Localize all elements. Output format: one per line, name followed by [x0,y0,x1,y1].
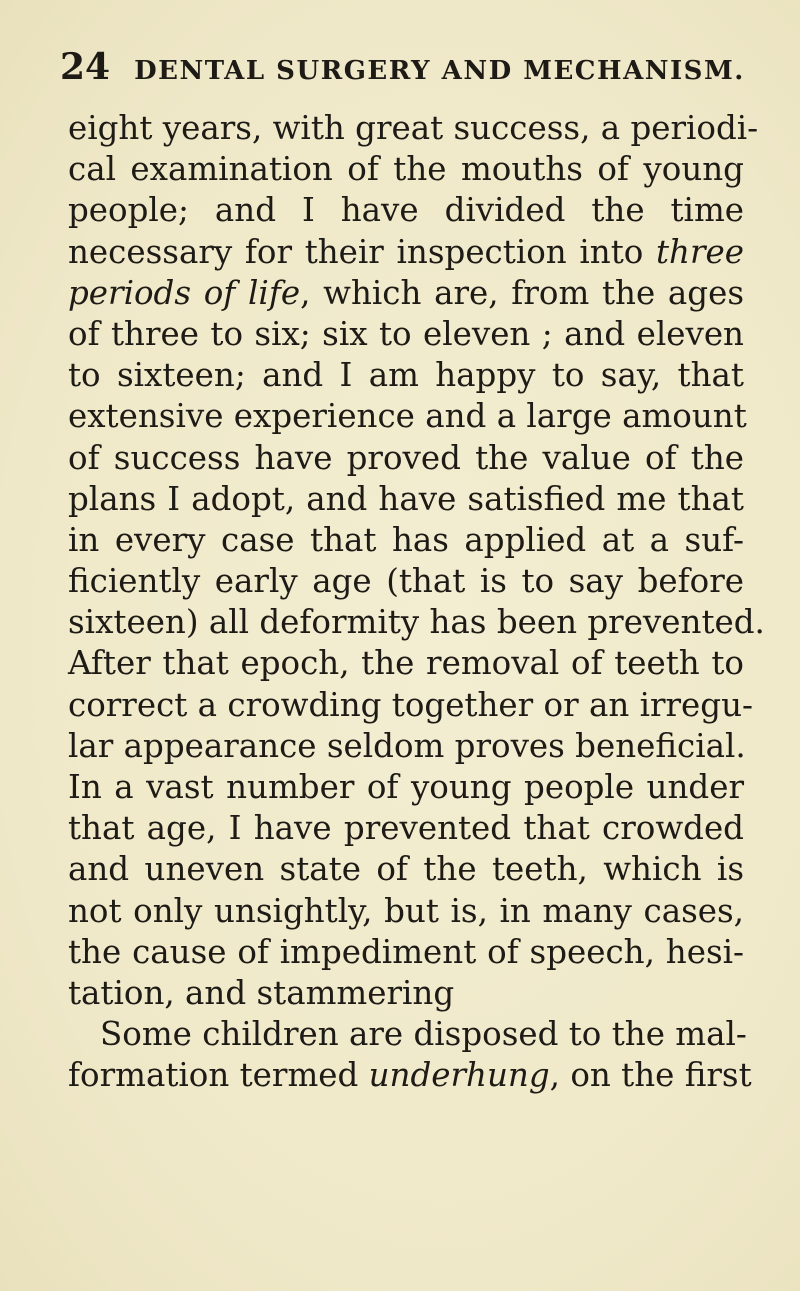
page-number: 24 [60,46,111,88]
italic-phrase: periods of life [68,273,301,312]
italic-phrase: underhung [368,1056,550,1095]
text-line: of success have proved the value of the [68,438,744,477]
text-line: eight years, with great success, a periodi- [68,109,759,147]
text-line: formation termed underhung, on the first [68,1056,752,1095]
text-line: that age, I have prevented that crowded [68,809,744,848]
text-line: in every case that has applied at a suf- [68,520,744,559]
text-line: Some children are disposed to the mal- [100,1015,747,1054]
text-line: not only unsightly, but is, in many cases, [68,891,744,930]
text-line: tation, and stammering [68,973,455,1012]
body-text [68,108,765,1097]
italic-phrase: three [656,232,744,271]
text-line: In a vast number of young people under [68,768,744,806]
text-line: people; and I have divided the time [68,191,744,230]
text-line: correct a crowding together or an irregu- [68,685,754,724]
text-line: periods of life, which are, from the ages [68,273,744,312]
text-line: cal examination of the mouths of young [68,150,744,189]
text-line: and uneven state of the teeth, which is [68,850,744,889]
page-header [60,46,750,98]
text-line: to sixteen; and I am happy to say, that [68,356,744,395]
running-head: DENTAL SURGERY AND MECHANISM. [134,56,745,86]
text-line: sixteen) all deformity has been prevented. [68,603,765,642]
text-line: After that epoch, the removal of teeth to [68,644,744,683]
text-line: lar appearance seldom proves beneficial. [68,726,746,765]
text-line: of three to six; six to eleven ; and eleven [68,314,744,353]
text-line: ficiently early age (that is to say before [68,562,744,601]
text-line: the cause of impediment of speech, hesi- [68,932,744,971]
text-line: extensive experience and a large amount [68,397,747,436]
text-line: necessary for their inspection into three [68,232,744,271]
text-line: plans I adopt, and have satisfied me that [68,479,744,518]
